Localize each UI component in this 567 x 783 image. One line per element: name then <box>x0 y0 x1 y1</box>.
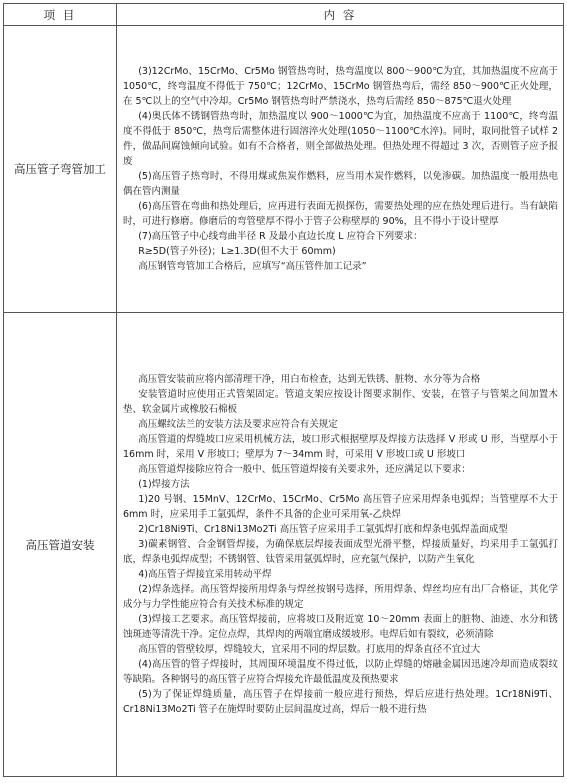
paragraph: (4)奥氏体不锈钢管热弯时，加热温度以 900～1000℃为宜，加热温度不应高于 1100℃，终弯温度不得低于 850℃，热弯后需整体进行固溶淬火处理(1050～1100℃水淬)。同时，取同批管子试样 2 件，做晶间腐蚀倾向试验。如有不合格者，则全部做热处理。但热处理不得超过 3 次，否则管子应予报废 <box>123 111 558 167</box>
paragraph: 1)20 号钢、15MnV、12CrMo、15CrMo、Cr5Mo 高压管子应采用焊条电弧焊；当管壁厚不大于 6mm 时，应采用手工氩弧焊，条件不具备的企业可采用氧-乙炔焊 <box>123 494 558 520</box>
paragraph: (6)高压管在弯曲和热处理后，应再进行表面无损探伤，需要热处理的应在热处理后进行。当有缺陷时，可进行修磨。修磨后的弯管壁厚不得小于管子公称壁厚的 90%，且不得小于设计壁厚 <box>123 201 558 227</box>
paragraph: (3)12CrMo、15CrMo、Cr5Mo 钢管热弯时，热弯温度以 800～900℃为宜，其加热温度不应高于 1050℃，终弯温度不得低于 750℃；12CrMo、15CrMo 钢管热弯后，需经 850～900℃正火处理，在 5℃以上的空气中冷却。Cr5Mo 钢管热弯时严禁浇水，热弯后需经 850～875℃退火处理 <box>123 66 558 107</box>
row-label-pipeline-installation: 高压管道安装 <box>4 313 117 777</box>
paragraph: (2)焊条选择。高压管焊接所用焊条与焊丝按钢号选择，所用焊条、焊丝均应有出厂合格证，其化学成分与力学性能应符合有关技术标准的规定 <box>123 584 558 610</box>
paragraph: 高压钢管弯管加工合格后，应填写“高压管件加工记录” <box>138 261 367 272</box>
paragraph: (7)高压管子中心线弯曲半径 R 及最小直边长度 L 应符合下列要求： <box>138 231 423 242</box>
paragraph: 高压管安装前应将内部清理干净，用白布检查，达到无铁锈、脏物、水分等为合格 <box>138 374 481 385</box>
paragraph: 安装管道时应使用正式管架固定。管道支架应按设计图要求制作、安装，在管子与管架之间加置木垫、软金属片或橡胶石棉板 <box>123 389 558 415</box>
paragraph: (3)焊接工艺要求。高压管焊接前，应将坡口及附近宽 10～20mm 表面上的脏物、油迹、水分和锈蚀斑迹等清洗干净。定位点焊，其焊肉的两端宜磨成缓坡形。电焊后如有裂纹，必须清除 <box>123 614 558 640</box>
row-content-bend-processing <box>117 26 564 313</box>
paragraph: 高压管道焊接除应符合一般中、低压管道焊接有关要求外，还应满足以下要求： <box>138 464 471 475</box>
paragraph: (5)为了保证焊缝质量，高压管子在焊接前一般应进行预热，焊后应进行热处理。1Cr18Ni9Ti、Cr18Ni13Mo2Ti 管子在施焊时要防止层间温度过高，焊后一般不进行热 <box>123 689 558 715</box>
table-row-pipeline-installation <box>4 313 564 777</box>
table-row-bend-processing <box>4 26 564 313</box>
paragraph: 2)Cr18Ni9Ti、Cr18Ni13Mo2Ti 高压管子应采用手工氩弧焊打底和焊条电弧焊盖面成型 <box>138 524 508 535</box>
paragraph: 4)高压管子焊接宜采用转动平焊 <box>138 569 272 580</box>
header-item: 项 目 <box>4 4 117 26</box>
header-content: 内 容 <box>117 4 564 26</box>
paragraph: R≥5D(管子外径)；L≥1.3D(但不大于 60mm) <box>138 246 336 257</box>
paragraph: 3)碳素钢管、合金钢管焊接，为确保底层焊接表面成型光滑平整，焊接质量好，均采用手工氩弧打底，焊条电弧焊成型；不锈钢管、钛管采用氩弧焊时，应充氩气保护，以防产生氧化 <box>123 539 558 565</box>
row-label-bend-processing: 高压管子弯管加工 <box>4 26 117 313</box>
paragraph: (1)焊接方法 <box>138 479 190 490</box>
paragraph: (4)高压管的管子焊接时，其周围环境温度不得过低，以防止焊缝的熔融金属因迅速冷却而造成裂纹等缺陷。各种钢号的高压管子应符合焊接允许最低温度及预热要求 <box>123 659 558 685</box>
row-content-pipeline-installation <box>117 313 564 777</box>
paragraph: 高压螺纹法兰的安装方法及要求应符合有关规定 <box>138 419 338 430</box>
paragraph: 高压管道的焊缝坡口应采用机械方法，坡口形式根据壁厚及焊接方法选择 V 形或 U 形，当壁厚小于 16mm 时，采用 V 形坡口；壁厚为 7～34mm 时，可采用 V 形坡口或 U 形坡口 <box>123 434 558 460</box>
table-header-row <box>4 4 564 26</box>
paragraph: 高压管的管壁较厚，焊缝较大，宜采用不同的焊层数。打底用的焊条直径不宜过大 <box>138 644 481 655</box>
spec-table <box>3 3 564 777</box>
paragraph: (5)高压管子热弯时，不得用煤或焦炭作燃料，应当用木炭作燃料，以免渗碳。加热温度一般用热电偶在管内测量 <box>123 171 558 197</box>
